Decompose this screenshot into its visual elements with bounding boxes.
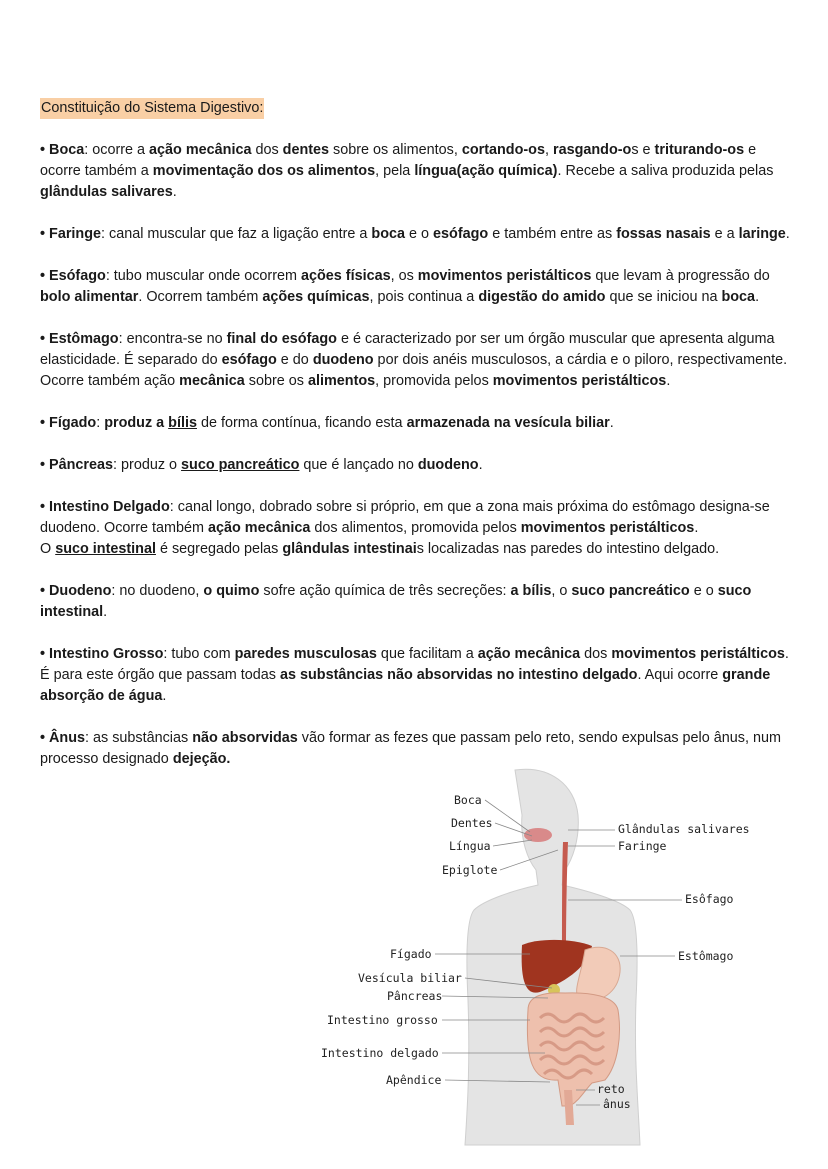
text-run: movimentos peristálticos — [520, 520, 695, 536]
label-epiglote: Epiglote — [442, 863, 498, 877]
text-run: armazenada na vesícula biliar — [406, 415, 610, 431]
text-run: alimentos — [307, 373, 376, 389]
text-run: • Duodeno — [40, 583, 112, 599]
label-esofago: Esôfago — [685, 892, 734, 906]
text-run: suco intestinal — [40, 583, 752, 620]
text-run: produz a — [104, 415, 169, 431]
text-run: rasgando-o — [552, 142, 632, 158]
text-run: : canal muscular que faz a ligação entre a — [101, 226, 372, 242]
text-run: • Fígado — [40, 415, 97, 431]
text-run: que facilitam a — [376, 646, 478, 662]
text-run: Boca — [49, 142, 85, 158]
text-run: boca — [721, 289, 756, 305]
text-run: . — [609, 415, 614, 431]
label-pancreas: Pâncreas — [387, 989, 443, 1003]
text-run: : tubo muscular onde ocorrem — [105, 268, 301, 284]
text-run: bílis — [168, 415, 197, 431]
text-run: não absorvidas — [192, 730, 298, 746]
text-run: . Recebe a saliva produzida pelas — [557, 163, 774, 179]
text-run: a bílis — [510, 583, 552, 599]
text-run: • Estômago — [40, 331, 119, 347]
digestive-system-figure — [300, 760, 770, 1150]
text-run: : canal longo, dobrado sobre si próprio, em que a zona mais próxima do estômago designa-se duodeno. Ocorre também — [40, 499, 770, 536]
label-vesicula-biliar: Vesícula biliar — [358, 971, 462, 985]
text-run: esófago — [433, 226, 489, 242]
label-anus: ânus — [603, 1097, 631, 1111]
text-run: movimentos peristálticos — [492, 373, 667, 389]
text-run: , pela — [375, 163, 415, 179]
text-run: laringe — [738, 226, 786, 242]
text-run: as substâncias não absorvidas no intestino delgado — [280, 667, 638, 683]
text-run: ação mecânica — [149, 142, 252, 158]
section-paragraph — [40, 644, 800, 707]
text-run: triturando-os — [654, 142, 745, 158]
text-run: duodeno — [312, 352, 374, 368]
text-run: • Pâncreas — [40, 457, 114, 473]
section-paragraph — [40, 140, 800, 203]
text-run: : ocorre a — [84, 142, 150, 158]
text-run: língua(ação química) — [414, 163, 558, 179]
text-run: , o — [551, 583, 572, 599]
text-run: cortando-os — [461, 142, 545, 158]
text-run: movimentos peristálticos — [611, 646, 785, 662]
text-run: • Intestino Delgado — [40, 499, 170, 515]
text-run: esófago — [221, 352, 277, 368]
text-run: ação mecânica — [477, 646, 581, 662]
label-figado: Fígado — [390, 947, 432, 961]
text-run: . Aqui ocorre — [637, 667, 723, 683]
text-run: • — [40, 142, 50, 158]
text-run: que é lançado no — [299, 457, 418, 473]
label-intestino-delgado: Intestino delgado — [321, 1046, 439, 1060]
text-run: digestão do amido — [478, 289, 606, 305]
text-run: que levam à progressão do — [591, 268, 770, 284]
text-run: s e — [631, 142, 655, 158]
page-title: Constituição do Sistema Digestivo: — [40, 98, 264, 119]
text-run: final do esófago — [226, 331, 337, 347]
text-run: suco pancreático — [181, 457, 300, 473]
text-run: sofre ação química de três secreções: — [259, 583, 511, 599]
text-run: suco intestinal — [55, 541, 156, 557]
text-run — [181, 457, 299, 473]
text-run: dentes — [282, 142, 330, 158]
section-paragraph-continuation — [40, 539, 800, 560]
label-apendice: Apêndice — [386, 1073, 442, 1087]
text-run: suco pancreático — [571, 583, 690, 599]
text-run: . É para este órgão que passam todas — [40, 646, 789, 683]
text-run: dos — [251, 142, 283, 158]
text-run — [168, 415, 197, 431]
digestive-system-illustration — [300, 760, 770, 1150]
text-run: e ocorre também a — [40, 142, 757, 179]
text-run: movimentos peristálticos — [417, 268, 592, 284]
text-run: de forma contínua, ficando esta — [196, 415, 407, 431]
text-run: . — [785, 226, 790, 242]
label-intestino-grosso: Intestino grosso — [327, 1013, 438, 1027]
text-run: paredes musculosas — [234, 646, 377, 662]
text-run: , pois continua a — [369, 289, 479, 305]
text-run: ações químicas — [262, 289, 370, 305]
label-estomago: Estômago — [678, 949, 734, 963]
text-run: grande absorção de água — [40, 667, 771, 704]
text-run: : — [96, 415, 105, 431]
text-run: dejeção. — [172, 751, 231, 767]
text-run: e a — [710, 226, 739, 242]
text-run: e do — [276, 352, 313, 368]
text-run — [55, 541, 156, 557]
text-run: : tubo com — [163, 646, 235, 662]
section-paragraph — [40, 581, 800, 623]
text-run: dos alimentos, promovida pelos — [310, 520, 521, 536]
text-run: glândulas intestinai — [282, 541, 417, 557]
label-reto: reto — [597, 1082, 625, 1096]
text-run: • Faringe — [40, 226, 102, 242]
section-paragraph — [40, 455, 800, 476]
sections-container — [40, 140, 800, 770]
text-run: , promovida pelos — [375, 373, 493, 389]
text-run: • Ânus — [40, 730, 86, 746]
text-run: . — [694, 520, 699, 536]
text-run: . — [162, 688, 167, 704]
text-run: , os — [390, 268, 418, 284]
text-run: s localizadas nas paredes do intestino delgado. — [416, 541, 720, 557]
text-run: mecânica — [179, 373, 245, 389]
label-faringe: Faringe — [618, 839, 667, 853]
document-page — [40, 98, 800, 791]
text-run: : encontra-se no — [118, 331, 227, 347]
text-run: O — [40, 541, 56, 557]
text-run: duodeno — [417, 457, 479, 473]
text-run: bolo alimentar — [40, 289, 139, 305]
label-glandulas-salivares: Glândulas salivares — [618, 822, 750, 836]
text-run: dos — [580, 646, 612, 662]
text-run: ações físicas — [300, 268, 391, 284]
text-run: boca — [371, 226, 405, 242]
text-run: vão formar as fezes que passam pelo reto, sendo expulsas pelo ânus, num processo designado — [40, 730, 781, 767]
text-run: e o — [405, 226, 434, 242]
text-run: sobre os alimentos, — [329, 142, 462, 158]
text-run: ação mecânica — [207, 520, 311, 536]
text-run: movimentação dos os alimentos — [152, 163, 376, 179]
text-run: . — [172, 184, 177, 200]
text-run: o quimo — [203, 583, 260, 599]
text-run: . Ocorrem também — [138, 289, 263, 305]
text-run: . — [755, 289, 760, 305]
text-run: fossas nasais — [616, 226, 711, 242]
text-run: : no duodeno, — [111, 583, 204, 599]
text-run: • Intestino Grosso — [40, 646, 164, 662]
section-paragraph — [40, 266, 800, 308]
section-paragraph — [40, 224, 800, 245]
text-run: é segregado pelas — [155, 541, 283, 557]
text-run: , — [544, 142, 553, 158]
text-run: . — [478, 457, 483, 473]
label-dentes: Dentes — [451, 816, 493, 830]
text-run: • Esófago — [40, 268, 106, 284]
text-run: : produz o — [113, 457, 182, 473]
section-paragraph — [40, 497, 800, 539]
text-run: . — [666, 373, 671, 389]
label-boca: Boca — [454, 793, 482, 807]
text-run: : as substâncias — [85, 730, 193, 746]
text-run: glândulas salivares — [40, 184, 173, 200]
text-run: e é caracterizado por ser um órgão muscular que apresenta alguma elasticidade. É separado do — [40, 331, 775, 368]
section-paragraph — [40, 329, 800, 392]
text-run: por dois anéis musculosos, a cárdia e o piloro, respectivamente. Ocorre também ação — [40, 352, 788, 389]
section-paragraph — [40, 413, 800, 434]
text-run: e o — [689, 583, 718, 599]
text-run: . — [103, 604, 108, 620]
text-run: sobre os — [244, 373, 308, 389]
label-lingua: Língua — [449, 839, 491, 853]
text-run: e também entre as — [488, 226, 617, 242]
text-run: que se iniciou na — [605, 289, 722, 305]
